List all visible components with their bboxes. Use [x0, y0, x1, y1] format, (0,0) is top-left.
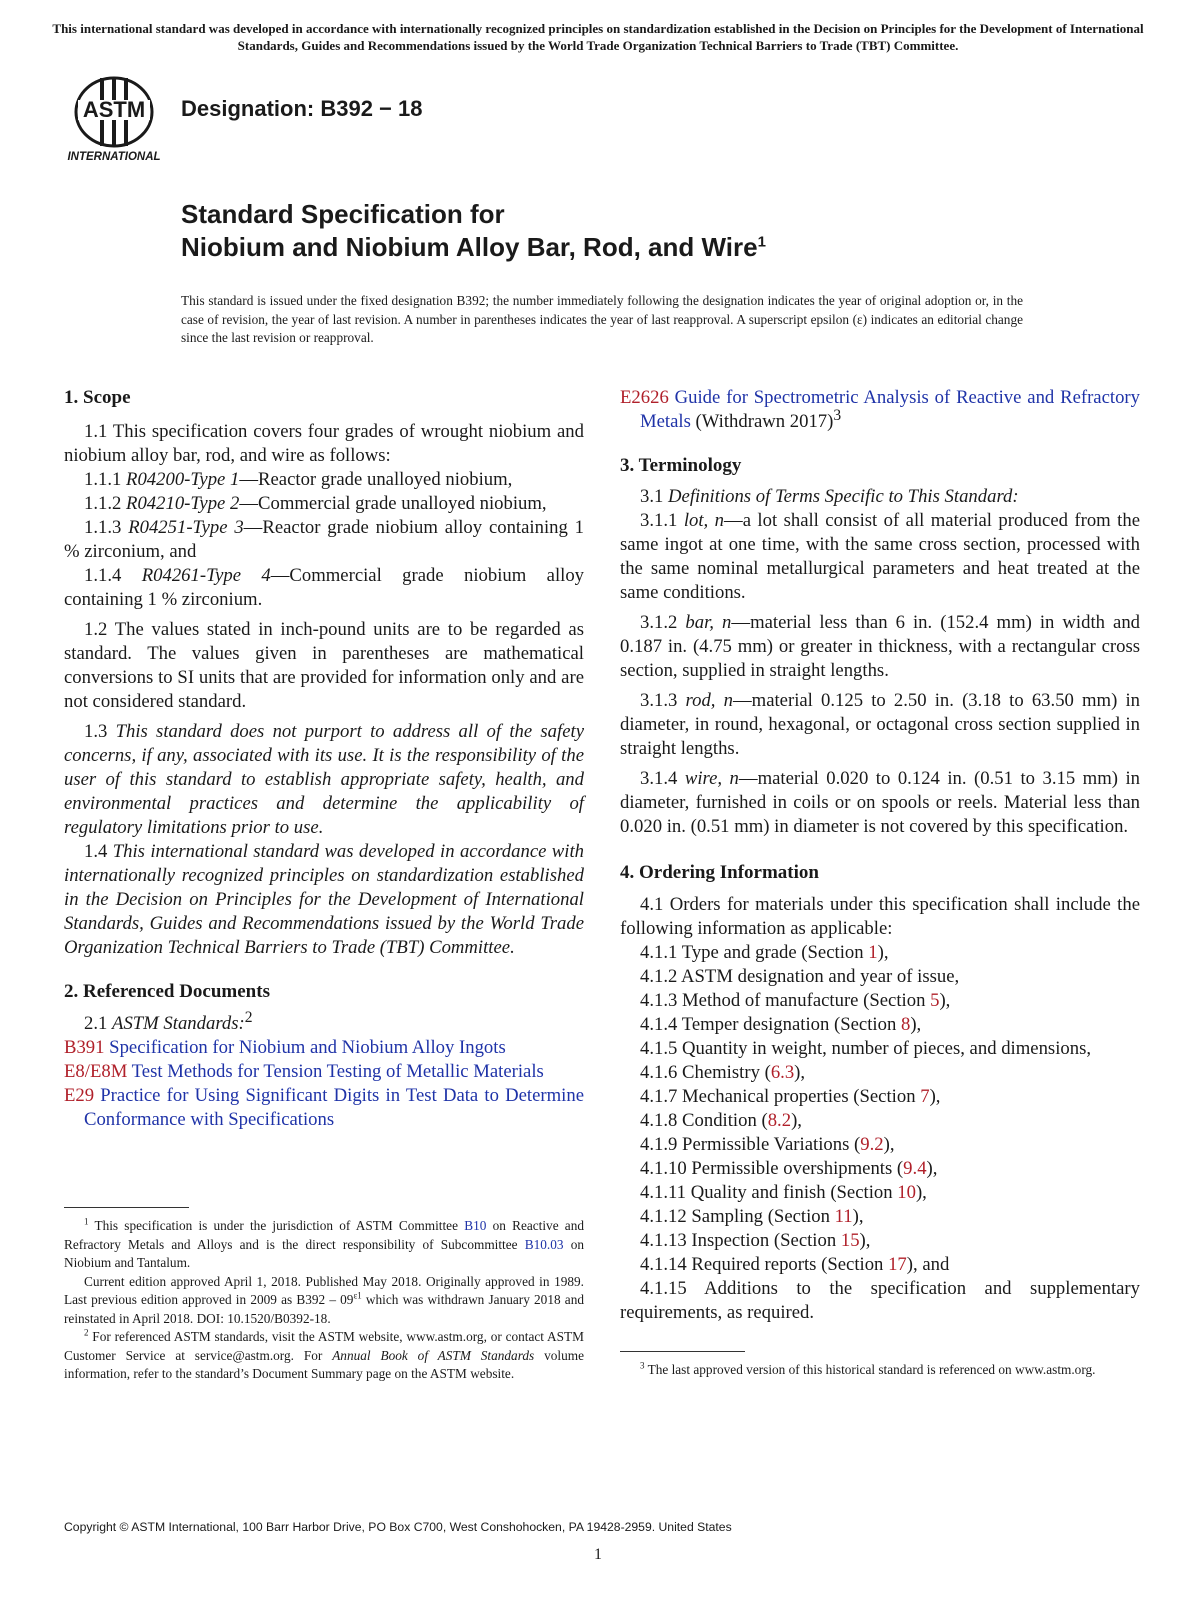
ordering-item: 4.1.10 Permissible overshipments (9.4),	[640, 1158, 938, 1179]
ordering-item: 4.1.14 Required reports (Section 17), and	[640, 1254, 950, 1275]
paragraph-4-1: 4.1 Orders for materials under this specification shall include the following information as applicable:	[620, 894, 1140, 939]
ordering-item: 4.1.8 Condition (8.2),	[640, 1110, 802, 1131]
astm-logo	[64, 72, 168, 164]
issued-note: This standard is issued under the fixed designation B392; the number immediately following the designation indicates the year of original adoption or, in the case of revision, the year of last revision. A number in parentheses indicates the year of last reapproval. A superscript epsilon (ε) indicates an editorial change since the last revision or reapproval.	[181, 293, 1023, 345]
section-link[interactable]: 17	[888, 1254, 907, 1275]
section-link[interactable]: 10	[897, 1182, 916, 1203]
ref-e8-e8m[interactable]: E8/E8M Test Methods for Tension Testing of Metallic Materials	[64, 1061, 544, 1082]
section-heading-referenced-documents: 2. Referenced Documents	[64, 981, 270, 1002]
section-link[interactable]: 11	[834, 1206, 853, 1227]
section-link[interactable]: 9.2	[860, 1134, 884, 1155]
top-note: This international standard was developed in accordance with internationally recognized principles on standardization established in the Decision on Principles for the Development of International Standards, Guides and Recommendations issued by the World Trade Organization Technical Barriers to Trade (TBT) Committee.	[52, 21, 1144, 53]
ordering-item: 4.1.7 Mechanical properties (Section 7),	[640, 1086, 941, 1107]
right-footnotes	[620, 1361, 1140, 1380]
paragraph-1-2: 1.2 The values stated in inch-pound units are to be regarded as standard. The values given in parentheses are mathematical conversions to SI units that are provided for information only and are not considered standard.	[64, 619, 584, 712]
footnote-1: $^1$ This specification is under the jurisdiction of ASTM Committee B10 on Reactive and Refractory Metals and Alloys and is the direct responsibility of Subcommittee B10.03 on Niobium and Tantalum.	[64, 1216, 584, 1270]
footnote-2: $^2$ For referenced ASTM standards, visit the ASTM website, www.astm.org, or contact ASTM Customer Service at service@astm.org. For Annual Book of ASTM Standards volume information, refer to the standard’s Document Summary page on the ASTM website.	[64, 1327, 584, 1381]
ordering-item: 4.1.4 Temper designation (Section 8),	[640, 1014, 922, 1035]
ref-b391[interactable]: B391 Specification for Niobium and Niobium Alloy Ingots	[64, 1037, 506, 1058]
paragraph-3-1-1: 3.1.1 lot, n—a lot shall consist of all material produced from the same ingot at one time, with the same cross section, processed with the same nominal metallurgical parameters and heat treated at the same conditions.	[620, 510, 1140, 603]
section-heading-terminology: 3. Terminology	[620, 455, 742, 476]
document-title	[181, 198, 766, 264]
title-line-1: Standard Specification for	[181, 199, 505, 229]
ordering-item: 4.1.2 ASTM designation and year of issue,	[640, 966, 960, 987]
paragraph-1-1-2: 1.1.2 R04210-Type 2—Commercial grade unalloyed niobium,	[84, 493, 547, 514]
section-heading-scope: 1. Scope	[64, 387, 131, 408]
footnote-divider-left	[64, 1207, 189, 1208]
ordering-item: 4.1.11 Quality and finish (Section 10),	[640, 1182, 927, 1203]
title-footnote-mark: 1	[757, 233, 766, 251]
ordering-item: 4.1.3 Method of manufacture (Section 5),	[640, 990, 951, 1011]
ordering-item: 4.1.5 Quantity in weight, number of pieces, and dimensions,	[640, 1038, 1092, 1059]
paragraph-3-1: 3.1 Definitions of Terms Specific to This Standard:	[640, 486, 1019, 507]
paragraph-1-1-1: 1.1.1 R04200-Type 1—Reactor grade unalloyed niobium,	[84, 469, 513, 490]
section-link[interactable]: 8.2	[767, 1110, 792, 1131]
ordering-list	[620, 941, 1140, 1277]
paragraph-3-1-2: 3.1.2 bar, n—material less than 6 in. (152.4 mm) in width and 0.187 in. (4.75 mm) or greater in thickness, with a rectangular cross section, supplied in straight lengths.	[620, 612, 1141, 681]
paragraph-4-1-15: 4.1.15 Additions to the specification and supplementary requirements, as required.	[620, 1278, 1140, 1323]
paragraph-3-1-4: 3.1.4 wire, n—material 0.020 to 0.124 in. (0.51 to 3.15 mm) in diameter, furnished in coils or on spools or reels. Material less than 0.020 in. (0.51 mm) in diameter is not covered by this specification.	[620, 768, 1140, 837]
copyright-line: Copyright © ASTM International, 100 Barr Harbor Drive, PO Box C700, West Conshohocken, PA 19428-2959. United States	[64, 1520, 732, 1534]
section-heading-ordering-information: 4. Ordering Information	[620, 862, 819, 883]
link-b10-03[interactable]: B10.03	[524, 1236, 564, 1252]
designation: Designation: B392 − 18	[181, 96, 423, 121]
ref-e29[interactable]: E29 Practice for Using Significant Digits in Test Data to Determine Conformance with Specifications	[64, 1085, 584, 1130]
ordering-item: 4.1.9 Permissible Variations (9.2),	[640, 1134, 895, 1155]
paragraph-1-1-3: 1.1.3 R04251-Type 3—Reactor grade niobium alloy containing 1 % zirconium, and	[64, 517, 584, 562]
section-link[interactable]: 15	[840, 1230, 860, 1251]
logo-text: ASTM	[82, 97, 146, 122]
section-link[interactable]: 7	[920, 1086, 930, 1107]
paragraph-1-4: 1.4 This international standard was developed in accordance with internationally recognized principles on standardization established in the Decision on Principles for the Development of International Standards, Guides and Recommendations issued by the World Trade Organization Technical Barriers to Trade (TBT) Committee.	[64, 841, 584, 958]
section-link[interactable]: 5	[930, 990, 940, 1011]
section-link[interactable]: 1	[868, 942, 878, 963]
logo-subtext: INTERNATIONAL	[67, 151, 161, 163]
right-column	[620, 386, 1140, 1325]
section-link[interactable]: 8	[900, 1014, 911, 1035]
footnote-divider-right	[620, 1351, 745, 1352]
ordering-item: 4.1.6 Chemistry (6.3),	[640, 1062, 806, 1083]
title-text: Niobium and Niobium Alloy Bar, Rod, and Wire	[181, 232, 758, 262]
ordering-item: 4.1.13 Inspection (Section 15),	[640, 1230, 871, 1251]
footnote-1-edition: Current edition approved April 1, 2018. Published May 2018. Originally approved in 1989. Last previous edition approved in 2009 as $B392 - 09^{\varepsilon 1}$ which was withdrawn January 2018 and reinstated in April 2018. DOI: 10.1520/B0392-18.	[64, 1273, 585, 1326]
page-number: 1	[594, 1546, 602, 1563]
footnote-3: $^3$ The last approved version of this historical standard is referenced on www.astm.org.	[640, 1360, 1096, 1377]
title-line-2	[181, 231, 766, 264]
paragraph-2-1: 2.1 ASTM Standards:$^2$	[84, 1008, 253, 1034]
paragraph-1-1-4: 1.1.4 R04261-Type 4—Commercial grade niobium alloy containing 1 % zirconium.	[64, 565, 585, 610]
ordering-item: 4.1.12 Sampling (Section 11),	[640, 1206, 864, 1227]
left-footnotes	[64, 1217, 584, 1384]
section-link[interactable]: 6.3	[770, 1062, 795, 1083]
paragraph-3-1-3: 3.1.3 rod, n—material 0.125 to 2.50 in. (3.18 to 63.50 mm) in diameter, in round, hexagonal, or octagonal cross section supplied in straight lengths.	[620, 690, 1140, 759]
ordering-item: 4.1.1 Type and grade (Section 1),	[640, 942, 889, 963]
paragraph-1-1: 1.1 This specification covers four grades of wrought niobium and niobium alloy bar, rod, and wire as follows:	[64, 421, 584, 466]
ref-e2626[interactable]: E2626 Guide for Spectrometric Analysis of Reactive and Refractory Metals (Withdrawn 2017)$^3$	[620, 387, 1140, 432]
link-b10[interactable]: B10	[464, 1218, 487, 1233]
left-column	[64, 386, 584, 1132]
paragraph-1-3: 1.3 This standard does not purport to address all of the safety concerns, if any, associated with its use. It is the responsibility of the user of this standard to establish appropriate safety, health, and environmental practices and determine the applicability of regulatory limitations prior to use.	[64, 721, 584, 838]
section-link[interactable]: 9.4	[903, 1158, 927, 1179]
